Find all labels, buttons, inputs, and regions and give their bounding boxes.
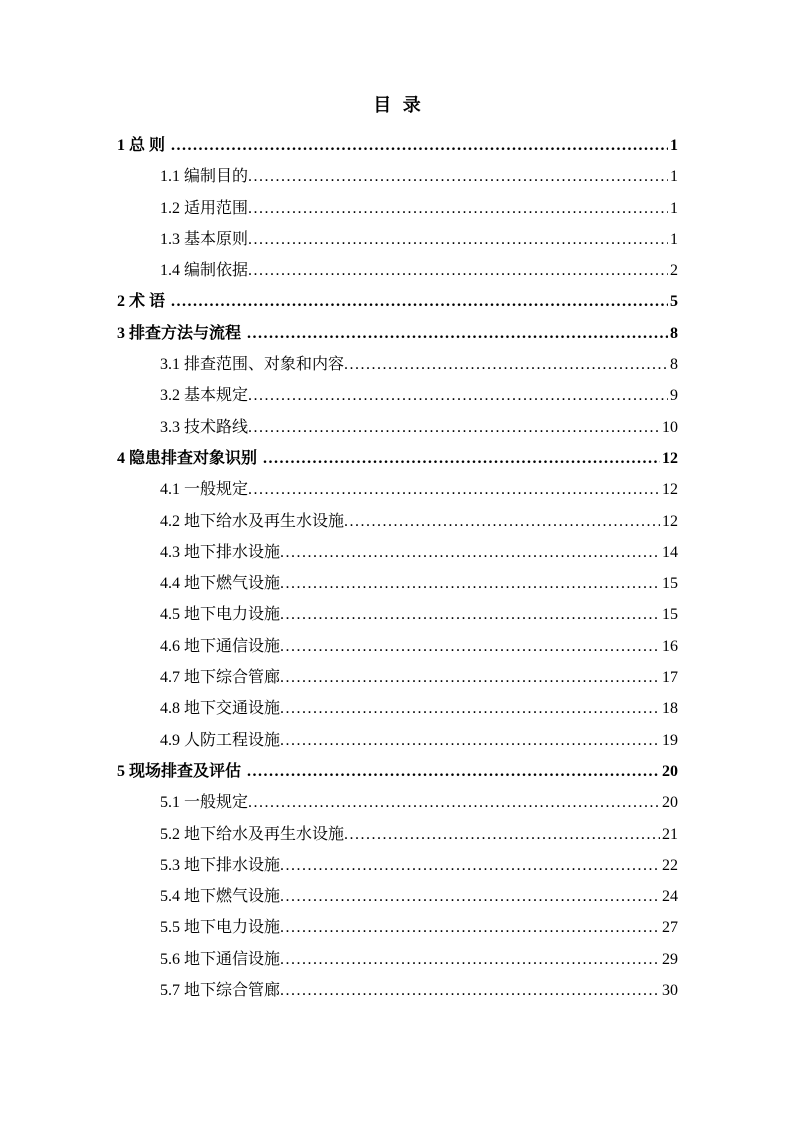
toc-entry[interactable]: [117, 506, 678, 537]
toc-dot-leader: [280, 599, 660, 630]
toc-entry-page: 10: [662, 418, 678, 436]
toc-entry-label: 4.4 地下燃气设施: [160, 575, 281, 593]
toc-entry-label: 4.6 地下通信设施: [160, 637, 281, 655]
toc-entry[interactable]: [117, 693, 678, 724]
toc-entry-label: 4.3 地下排水设施: [160, 543, 281, 561]
toc-entry-label: 1.3 基本原则: [160, 230, 249, 248]
toc-entry-label: 5.2 地下给水及再生水设施: [160, 825, 345, 843]
toc-dot-leader: [263, 443, 660, 474]
toc-entry[interactable]: [117, 474, 678, 505]
toc-dot-leader: [247, 756, 660, 787]
toc-entry[interactable]: [117, 193, 678, 224]
toc-entry-page: 16: [662, 637, 678, 655]
toc-entry[interactable]: [117, 412, 678, 443]
toc-entry-label: 4.2 地下给水及再生水设施: [160, 512, 345, 530]
toc-entry[interactable]: [117, 944, 678, 975]
toc-dot-leader: [248, 255, 668, 286]
toc-entry-label: 5.7 地下综合管廊: [160, 982, 281, 1000]
toc-entry[interactable]: [117, 787, 678, 818]
toc-title: 目 录: [373, 95, 422, 115]
toc-entry[interactable]: [117, 662, 678, 693]
toc-entry-page: 27: [662, 919, 678, 937]
toc-dot-leader: [248, 412, 660, 443]
toc-entry-page: 1: [670, 137, 678, 154]
toc-entry-label: 3.1 排查范围、对象和内容: [160, 356, 345, 374]
toc-entry[interactable]: [117, 380, 678, 411]
toc-entry-page: 1: [670, 168, 678, 186]
toc-dot-leader: [248, 193, 668, 224]
toc-entry-label: 5 现场排查及评估: [117, 762, 242, 780]
toc-entry[interactable]: [117, 224, 678, 255]
toc-entry-label: 1.1 编制目的: [160, 168, 249, 186]
toc-dot-leader: [280, 631, 660, 662]
toc-entry-label: 1 总 则: [117, 137, 166, 154]
toc-entry-label: 4.8 地下交通设施: [160, 700, 281, 718]
toc-entry[interactable]: [117, 568, 678, 599]
toc-entry-label: 2 术 语: [117, 293, 166, 311]
toc-entry-label: 5.5 地下电力设施: [160, 919, 281, 937]
toc-entry-page: 1: [670, 199, 678, 217]
toc-entry-page: 21: [662, 825, 678, 843]
toc-entry-page: 20: [662, 794, 678, 812]
toc-dot-leader: [280, 881, 660, 912]
toc-entry-label: 4.7 地下综合管廊: [160, 669, 281, 687]
toc-entry[interactable]: [117, 912, 678, 943]
toc-entry[interactable]: [117, 819, 678, 850]
toc-entry-page: 12: [662, 481, 678, 499]
toc-entry-label: 3.3 技术路线: [160, 418, 249, 436]
toc-entry-label: 4 隐患排查对象识别: [117, 449, 258, 467]
toc-entry-page: 18: [662, 700, 678, 718]
toc-entry-page: 24: [662, 888, 678, 906]
toc-entry-label: 4.1 一般规定: [160, 481, 249, 499]
toc-entry-page: 15: [662, 575, 678, 593]
toc-entry-page: 22: [662, 856, 678, 874]
toc-dot-leader: [280, 975, 660, 1006]
toc-entry-page: 12: [662, 449, 678, 467]
toc-entry-page: 30: [662, 982, 678, 1000]
toc-dot-leader: [344, 506, 660, 537]
toc-entry-page: 5: [670, 293, 678, 311]
toc-entry[interactable]: [117, 756, 678, 787]
toc-dot-leader: [248, 474, 660, 505]
toc-entry[interactable]: [117, 255, 678, 286]
toc-entry-label: 5.6 地下通信设施: [160, 950, 281, 968]
toc-dot-leader: [280, 725, 660, 756]
toc-entry[interactable]: [117, 537, 678, 568]
toc-entry[interactable]: [117, 130, 678, 161]
toc-entry-page: 19: [662, 731, 678, 749]
toc-dot-leader: [247, 318, 668, 349]
toc-dot-leader: [280, 568, 660, 599]
toc-entry[interactable]: [117, 850, 678, 881]
toc-dot-leader: [248, 161, 668, 192]
toc-dot-leader: [280, 662, 660, 693]
toc-entry-page: 1: [670, 230, 678, 248]
toc-dot-leader: [280, 693, 660, 724]
toc-entry-label: 3 排查方法与流程: [117, 324, 242, 342]
toc-dot-leader: [280, 850, 660, 881]
toc-dot-leader: [248, 380, 668, 411]
toc-entry-page: 9: [670, 387, 678, 405]
toc-dot-leader: [248, 787, 660, 818]
toc-entry[interactable]: [117, 349, 678, 380]
toc-dot-leader: [280, 944, 660, 975]
toc-entry-label: 3.2 基本规定: [160, 387, 249, 405]
toc-dot-leader: [171, 286, 668, 317]
toc-entry-page: 15: [662, 606, 678, 624]
toc-entry-label: 4.9 人防工程设施: [160, 731, 281, 749]
toc-entry[interactable]: [117, 443, 678, 474]
toc-entry-label: 5.1 一般规定: [160, 794, 249, 812]
toc-entry-label: 5.3 地下排水设施: [160, 856, 281, 874]
toc-entry[interactable]: [117, 975, 678, 1006]
toc-entry-page: 17: [662, 669, 678, 687]
toc-entry[interactable]: [117, 725, 678, 756]
toc-entry[interactable]: [117, 286, 678, 317]
toc-dot-leader: [248, 224, 668, 255]
toc-entry-label: 1.2 适用范围: [160, 199, 249, 217]
toc-dot-leader: [280, 537, 660, 568]
toc-entry[interactable]: [117, 599, 678, 630]
toc-dot-leader: [344, 819, 660, 850]
toc-entry-label: 4.5 地下电力设施: [160, 606, 281, 624]
toc-entry-page: 29: [662, 950, 678, 968]
toc-entry-page: 12: [662, 512, 678, 530]
toc-list: [117, 130, 678, 1006]
toc-entry-page: 8: [670, 356, 678, 374]
toc-dot-leader: [344, 349, 668, 380]
toc-entry-page: 8: [670, 324, 678, 342]
toc-entry-page: 20: [662, 762, 678, 780]
toc-dot-leader: [280, 912, 660, 943]
toc-entry[interactable]: [117, 881, 678, 912]
toc-dot-leader: [171, 130, 668, 161]
toc-entry[interactable]: [117, 161, 678, 192]
toc-entry-page: 2: [670, 262, 678, 280]
toc-entry[interactable]: [117, 631, 678, 662]
toc-entry-page: 14: [662, 543, 678, 561]
toc-entry-label: 1.4 编制依据: [160, 262, 249, 280]
toc-entry-label: 5.4 地下燃气设施: [160, 888, 281, 906]
toc-entry[interactable]: [117, 318, 678, 349]
